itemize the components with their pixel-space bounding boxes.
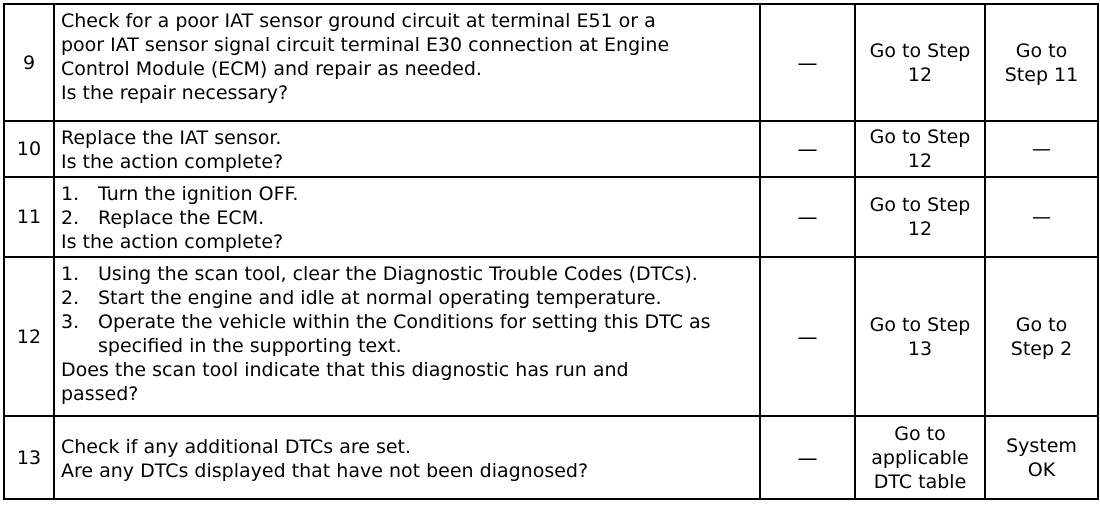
action-cell [54,257,760,416]
yes-cell: Go to Step 13 [855,257,985,416]
table-row-step-12 [4,257,1098,416]
action-line: poor IAT sensor signal circuit terminal E30 connection at Engine [61,34,670,56]
table-row-step-10 [4,121,1098,177]
question-line: Does the scan tool indicate that this diagnostic has run and [61,359,629,381]
action-list [61,182,753,230]
action-list [61,262,753,358]
no-cell: Go to Step 11 [985,4,1098,121]
action-cell [54,4,760,121]
step-number: 12 [4,257,54,416]
question-line: Is the repair necessary? [61,82,289,104]
action-line: Control Module (ECM) and repair as needed. [61,58,482,80]
value-cell: — [760,257,855,416]
step-number: 13 [4,416,54,499]
action-line: Check if any additional DTCs are set. [61,435,412,458]
yes-cell: Go to applicable DTC table [855,416,985,499]
diagnostic-table [3,3,1099,500]
step-number: 11 [4,177,54,257]
yes-cell: Go to Step 12 [855,121,985,177]
list-item: 2. Start the engine and idle at normal operating temperature. [61,287,662,309]
list-item: 3. Operate the vehicle within the Conditions for setting this DTC as specified in the supporting text. [61,311,711,357]
no-cell: — [985,121,1098,177]
step-number: 10 [4,121,54,177]
no-cell: Go to Step 2 [985,257,1098,416]
table-row-step-9 [4,4,1098,121]
table-row-step-13 [4,416,1098,499]
value-cell: — [760,4,855,121]
list-item: 2. Replace the ECM. [61,207,265,229]
question-line: Are any DTCs displayed that have not been diagnosed? [61,459,589,482]
value-cell: — [760,121,855,177]
yes-cell: Go to Step 12 [855,4,985,121]
step-number: 9 [4,4,54,121]
question-line: Is the action complete? [61,151,284,173]
action-line: Check for a poor IAT sensor ground circuit at terminal E51 or a [61,10,656,32]
value-cell: — [760,416,855,499]
action-cell [54,121,760,177]
table-row-step-11 [4,177,1098,257]
yes-cell: Go to Step 12 [855,177,985,257]
no-cell: — [985,177,1098,257]
list-item: 1. Turn the ignition OFF. [61,183,299,205]
question-line: passed? [61,383,139,405]
value-cell: — [760,177,855,257]
list-item: 1. Using the scan tool, clear the Diagnostic Trouble Codes (DTCs). [61,263,698,285]
action-line: Replace the IAT sensor. [61,127,282,149]
question-line: Is the action complete? [61,231,284,253]
action-cell [54,177,760,257]
no-cell: System OK [985,416,1098,499]
action-cell [54,416,760,499]
